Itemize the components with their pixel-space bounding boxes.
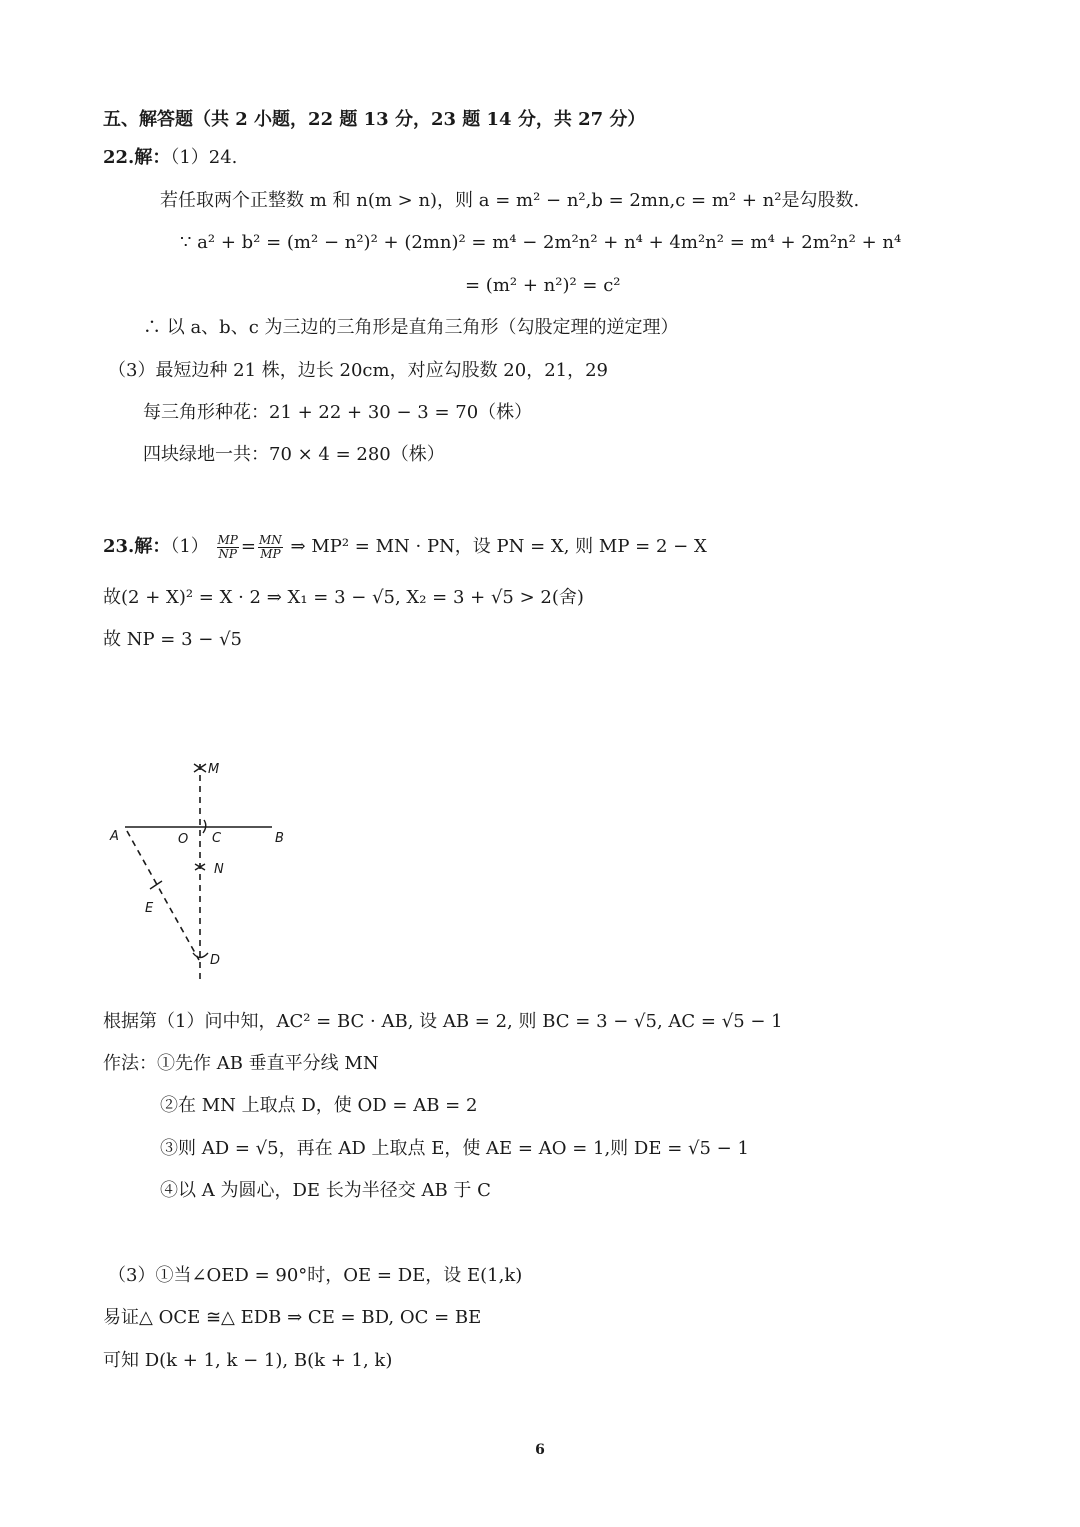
q23-label: 23.解：: [103, 536, 171, 557]
fraction-mn-mp: [258, 534, 283, 561]
q23-prove: 易证△ OCE ≅△ EDB ⇒ CE = BD, OC = BE: [103, 1307, 482, 1328]
q22-therefore: ∴ 以 a、b、c 为三边的三角形是直角三角形（勾股定理的逆定理）: [143, 317, 679, 338]
label-c: C: [212, 831, 222, 846]
fraction-numerator: MP: [217, 532, 238, 547]
q23-part1-prefix: （1）: [170, 536, 209, 557]
q22-part3: （3）最短边种 21 株，边长 20cm，对应勾股数 20，21，29: [108, 360, 609, 381]
q22-intro: 若任取两个正整数 m 和 n(m > n)，则 a = m² − n²,b = 2mn,c = m² + n²是勾股数.: [160, 190, 860, 211]
label-n: N: [214, 862, 224, 877]
section-title: 五、解答题（共 2 小题，22 题 13 分，23 题 14 分，共 27 分）: [103, 109, 646, 130]
label-o: O: [178, 832, 189, 847]
q22-line-1: [103, 146, 237, 170]
page-number: 6: [535, 1442, 545, 1458]
label-m: M: [208, 762, 220, 777]
label-b: B: [275, 831, 284, 846]
label-a: A: [110, 829, 119, 844]
q22-total: 四块绿地一共：70 × 4 = 280（株）: [143, 444, 445, 465]
q23-step-4: ④以 A 为圆心，DE 长为半径交 AB 于 C: [160, 1180, 491, 1201]
fraction-denominator: MP: [260, 546, 281, 561]
q22-part1: （1）24.: [170, 147, 238, 168]
label-d: D: [210, 953, 221, 968]
segment-ad: [127, 831, 199, 960]
q23-step-2: ②在 MN 上取点 D，使 OD = AB = 2: [160, 1095, 478, 1116]
q23-so-1: 故(2 + X)² = X · 2 ⇒ X₁ = 3 − √5, X₂ = 3 + √5 > 2(舍): [103, 587, 584, 608]
fraction-numerator: MN: [258, 532, 282, 547]
label-e: E: [145, 901, 154, 916]
q23-part3: （3）①当∠OED = 90°时，OE = DE，设 E(1,k): [108, 1265, 523, 1286]
q22-label: 22.解：: [103, 147, 171, 168]
q23-so-2: 故 NP = 3 − √5: [103, 629, 243, 650]
q23-know: 可知 D(k + 1, k − 1), B(k + 1, k): [103, 1350, 393, 1371]
q22-since: ∵ a² + b² = (m² − n²)² + (2mn)² = m⁴ − 2m²n² + n⁴ + 4m²n² = m⁴ + 2m²n² + n⁴: [180, 232, 902, 253]
q23-step-3: ③则 AD = √5，再在 AD 上取点 E，使 AE = AO = 1,则 DE = √5 − 1: [160, 1138, 749, 1159]
q22-equation: = (m² + n²)² = c²: [465, 275, 621, 296]
q22-each: 每三角形种花：21 + 22 + 30 − 3 = 70（株）: [143, 402, 533, 423]
q23-line-1: 23.解：（1） $\frac{MP}{NP}$ = $\frac{MN}{MP}$ ⇒ MP² = MN · PN，设 PN = X, 则 MP = 2 − X: [103, 532, 707, 561]
q23-method-title: 作法：①先作 AB 垂直平分线 MN: [103, 1053, 379, 1074]
q23-basis: 根据第（1）问中知，AC² = BC · AB, 设 AB = 2, 则 BC = 3 − √5, AC = √5 − 1: [103, 1011, 783, 1032]
fraction-mp-np: [217, 534, 239, 561]
construction-figure: [100, 750, 300, 990]
fraction-denominator: NP: [218, 546, 237, 561]
q23-part1-rest: ⇒ MP² = MN · PN，设 PN = X, 则 MP = 2 − X: [290, 536, 707, 557]
